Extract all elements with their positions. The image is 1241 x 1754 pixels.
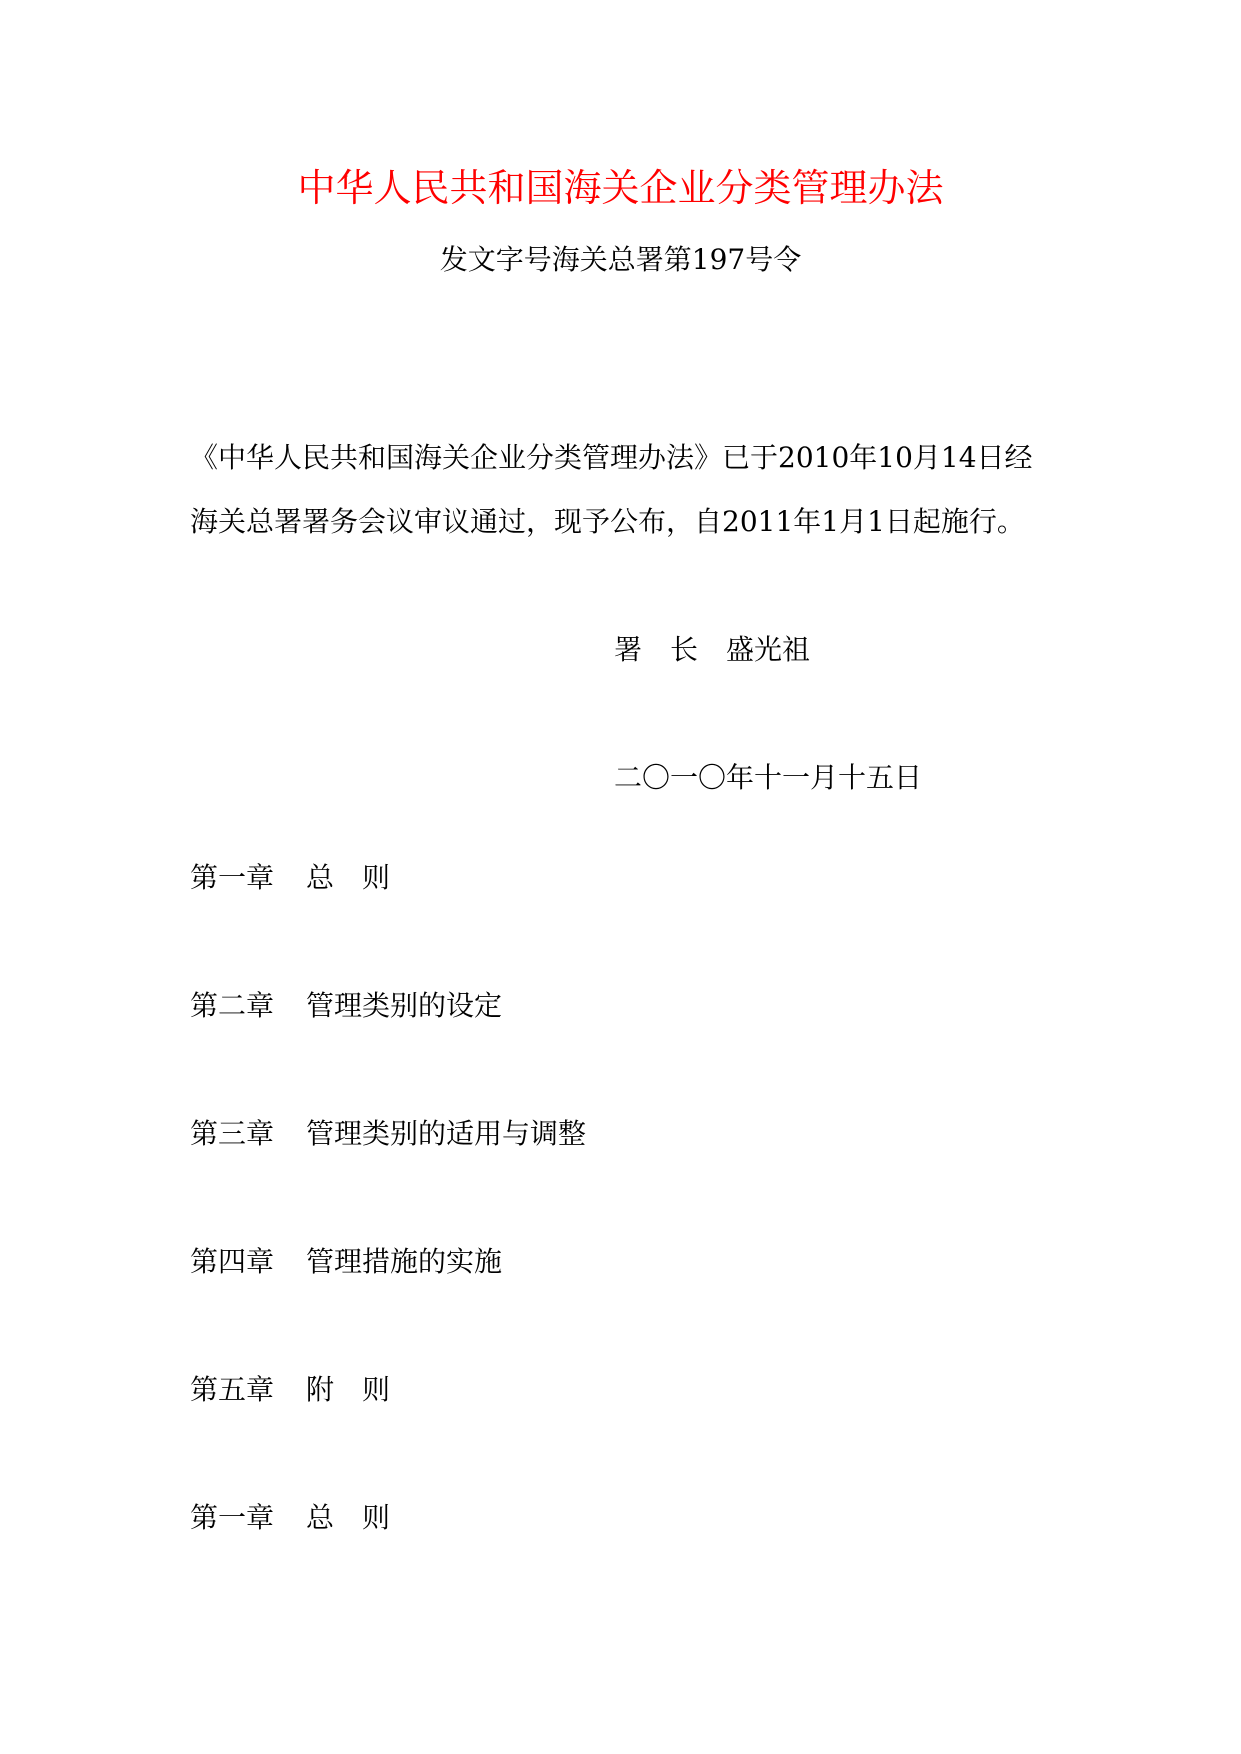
toc-chapter-3 <box>190 1114 586 1154</box>
document-number: 发文字号海关总署第197号令 <box>439 243 802 276</box>
chapter-number: 第一章 <box>190 1501 275 1534</box>
chapter-title: 总则 <box>306 861 419 894</box>
chapter-number: 第五章 <box>190 1373 275 1406</box>
signature-block <box>614 630 810 670</box>
toc-chapter-5 <box>190 1370 418 1410</box>
chapter-number: 第二章 <box>190 989 275 1022</box>
toc-chapter-1 <box>190 858 418 898</box>
chapter-number: 第三章 <box>190 1117 275 1150</box>
document-title: 中华人民共和国海关企业分类管理办法 <box>297 166 944 210</box>
intro-line-2: 海关总署署务会议审议通过，现予公布，自2011年1月1日起施行。 <box>190 505 1025 538</box>
chapter-number: 第一章 <box>190 861 275 894</box>
signer-name: 盛光祖 <box>726 633 811 666</box>
chapter-heading <box>190 1498 418 1538</box>
chapter-title: 附则 <box>306 1373 419 1406</box>
chapter-title: 管理类别的设定 <box>306 989 503 1022</box>
issue-date: 二〇一〇年十一月十五日 <box>614 761 923 794</box>
toc-chapter-2 <box>190 986 502 1026</box>
signer-role: 署长 <box>614 633 727 666</box>
chapter-title: 总则 <box>306 1501 419 1534</box>
chapter-title: 管理措施的实施 <box>306 1245 503 1278</box>
chapter-title: 管理类别的适用与调整 <box>306 1117 587 1150</box>
chapter-number: 第四章 <box>190 1245 275 1278</box>
intro-line-1: 《中华人民共和国海关企业分类管理办法》已于2010年10月14日经 <box>190 441 1033 474</box>
toc-chapter-4 <box>190 1242 502 1282</box>
